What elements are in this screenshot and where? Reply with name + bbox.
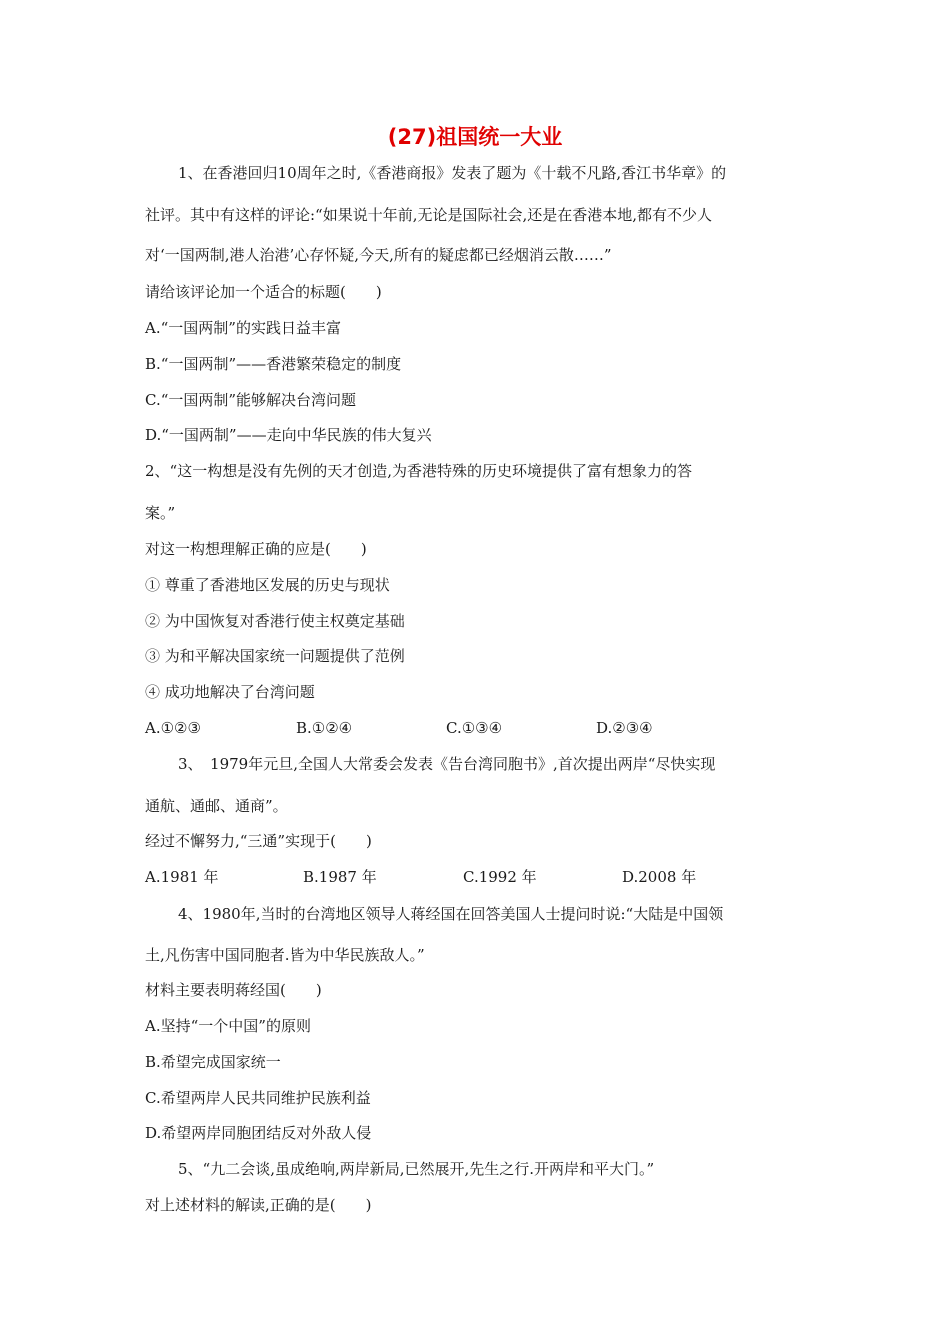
q2-item-1: ① 尊重了香港地区发展的历史与现状 bbox=[145, 576, 390, 594]
q2-item-3: ③ 为和平解决国家统一问题提供了范例 bbox=[145, 647, 405, 665]
q3-option-d: D.2008 年 bbox=[622, 868, 697, 886]
q5-stem-line-1: 5、“九二会谈,虽成绝响,两岸新局,已然展开,先生之行.开两岸和平大门。” bbox=[178, 1160, 655, 1178]
q2-option-c: C.①③④ bbox=[446, 719, 503, 737]
q3-question: 经过不懈努力,“三通”实现于( ) bbox=[145, 832, 372, 850]
q4-option-c: C.希望两岸人民共同维护民族利益 bbox=[145, 1089, 371, 1107]
q1-stem-line-3: 对‘一国两制,港人治港’心存怀疑,今天,所有的疑虑都已经烟消云散……” bbox=[145, 246, 612, 264]
q3-stem-line-1: 3、 1979年元旦,全国人大常委会发表《告台湾同胞书》,首次提出两岸“尽快实现 bbox=[178, 755, 716, 773]
q3-stem-line-2: 通航、通邮、通商”。 bbox=[145, 797, 288, 815]
q2-item-2: ② 为中国恢复对香港行使主权奠定基础 bbox=[145, 612, 405, 630]
q4-stem-line-2: 土,凡伤害中国同胞者.皆为中华民族敌人。” bbox=[145, 946, 425, 964]
q5-question: 对上述材料的解读,正确的是( ) bbox=[145, 1196, 372, 1214]
q4-question: 材料主要表明蒋经国( ) bbox=[145, 981, 322, 999]
q1-stem-line-2: 社评。其中有这样的评论:“如果说十年前,无论是国际社会,还是在香港本地,都有不少人 bbox=[145, 206, 713, 224]
q2-option-b: B.①②④ bbox=[296, 719, 353, 737]
q2-stem-line-2: 案。” bbox=[145, 504, 176, 522]
q2-stem-line-1: 2、“这一构想是没有先例的天才创造,为香港特殊的历史环境提供了富有想象力的答 bbox=[145, 462, 692, 480]
q3-option-b: B.1987 年 bbox=[303, 868, 377, 886]
q3-option-c: C.1992 年 bbox=[463, 868, 537, 886]
q4-stem-line-1: 4、1980年,当时的台湾地区领导人蒋经国在回答美国人士提问时说:“大陆是中国领 bbox=[178, 905, 724, 923]
q1-option-b: B.“一国两制”——香港繁荣稳定的制度 bbox=[145, 355, 402, 373]
q2-item-4: ④ 成功地解决了台湾问题 bbox=[145, 683, 315, 701]
q3-option-a: A.1981 年 bbox=[145, 868, 219, 886]
q2-question: 对这一构想理解正确的应是( ) bbox=[145, 540, 367, 558]
q1-option-d: D.“一国两制”——走向中华民族的伟大复兴 bbox=[145, 426, 432, 444]
q2-options bbox=[145, 717, 653, 739]
q2-option-d: D.②③④ bbox=[596, 719, 653, 737]
q1-question: 请给该评论加一个适合的标题( ) bbox=[145, 283, 382, 301]
q4-option-b: B.希望完成国家统一 bbox=[145, 1053, 281, 1071]
q3-options bbox=[145, 866, 696, 888]
document-title: (27)祖国统一大业 bbox=[387, 125, 563, 149]
q4-option-d: D.希望两岸同胞团结反对外敌人侵 bbox=[145, 1124, 372, 1142]
q4-option-a: A.坚持“一个中国”的原则 bbox=[145, 1017, 311, 1035]
q1-stem-line-1: 1、在香港回归10周年之时,《香港商报》发表了题为《十载不凡路,香江书华章》的 bbox=[178, 164, 727, 182]
q2-option-a: A.①②③ bbox=[145, 719, 201, 737]
q1-option-c: C.“一国两制”能够解决台湾问题 bbox=[145, 391, 357, 409]
q1-option-a: A.“一国两制”的实践日益丰富 bbox=[145, 319, 341, 337]
